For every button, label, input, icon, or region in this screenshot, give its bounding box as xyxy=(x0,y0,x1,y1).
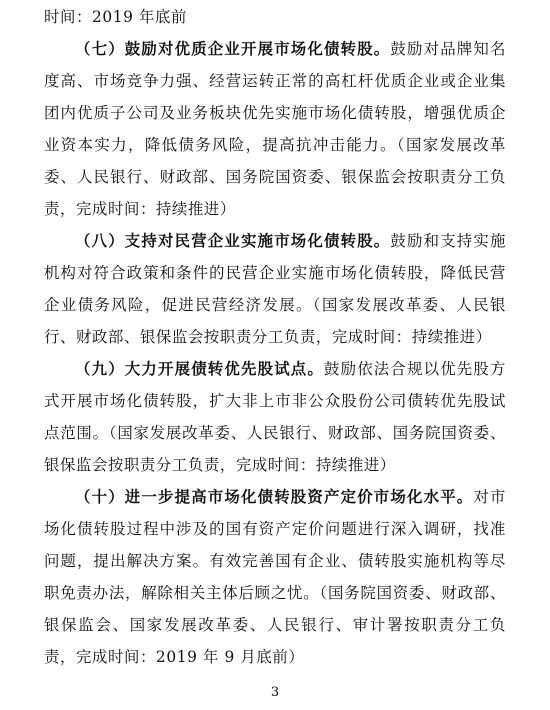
paragraph-10 xyxy=(44,481,506,673)
paragraph-body: 对市场化债转股过程中涉及的国有资产定价问题进行深入调研，找准问题，提出解决方案。有效完善国有企业、债转股实施机构等尽职免责办法，解除相关主体后顾之忧。（国务院国资委、财政部、银保监会、国家发展改革委、人民银行、审计署按职责分工负责，完成时间：2019 年 9 月底前） xyxy=(44,488,506,666)
paragraph-heading: （八）支持对民营企业实施市场化债转股。 xyxy=(75,232,391,250)
page-number: 3 xyxy=(270,685,280,700)
paragraph-heading: （九）大力开展债转优先股试点。 xyxy=(75,360,324,378)
continued-line: 时间：2019 年底前 xyxy=(44,8,188,26)
paragraph-heading: （十）进一步提高市场化债转股资产定价市场化水平。 xyxy=(75,488,474,506)
paragraph-7 xyxy=(44,33,506,225)
paragraph-heading: （七）鼓励对优质企业开展市场化债转股。 xyxy=(75,40,391,58)
paragraph-body: 鼓励对品牌知名度高、市场竞争力强、经营运转正常的高杠杆优质企业或企业集团内优质子公司及业务板块优先实施市场化债转股，增强优质企业资本实力，降低债务风险，提高抗冲击能力。（国家发展改革委、人民银行、财政部、国务院国资委、银保监会按职责分工负责，完成时间：持续推进） xyxy=(44,40,506,218)
paragraph-body: 鼓励依法合规以优先股方式开展市场化债转股，扩大非上市非公众股份公司债转优先股试点范围。（国家发展改革委、人民银行、财政部、国务院国资委、银保监会按职责分工负责，完成时间：持续推进） xyxy=(44,360,506,474)
paragraph-body: 鼓励和支持实施机构对符合政策和条件的民营企业实施市场化债转股，降低民营企业债务风险，促进民营经济发展。（国家发展改革委、人民银行、财政部、银保监会按职责分工负责，完成时间：持续推进） xyxy=(44,232,506,346)
paragraph-9 xyxy=(44,353,506,481)
paragraph-8 xyxy=(44,225,506,353)
